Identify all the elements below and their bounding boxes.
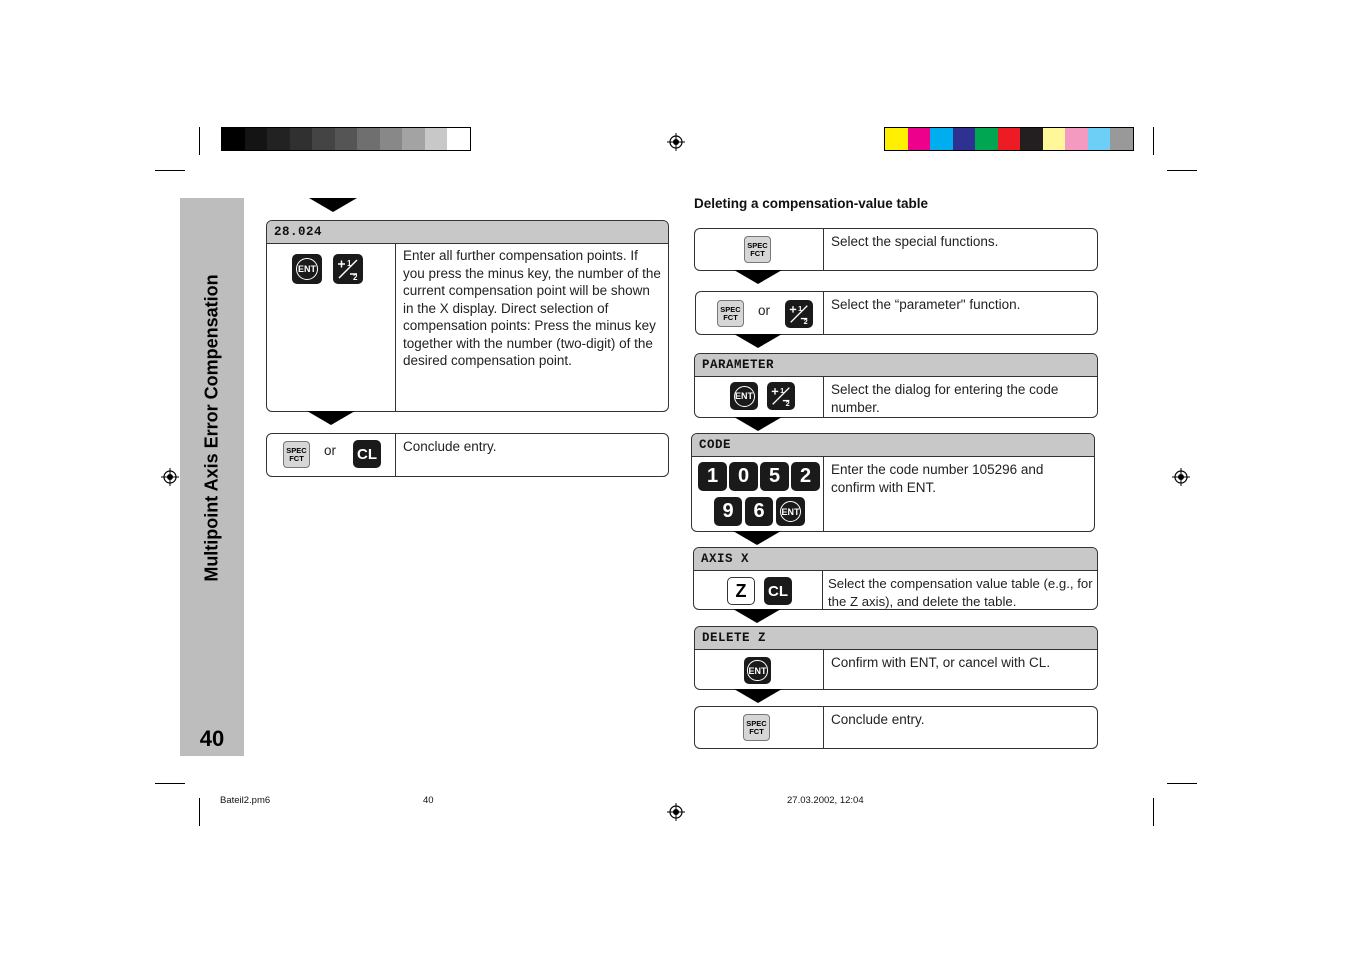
minus-key-icon[interactable] — [333, 254, 363, 284]
color-swatch-1 — [908, 128, 931, 150]
digit-key-0[interactable]: 0 — [729, 462, 758, 491]
step-box-parameter-function — [695, 291, 1098, 335]
ent-key-label: ENT — [747, 660, 767, 680]
flow-arrow — [734, 417, 782, 431]
step-description: Enter the code number 105296 and confirm with ENT. — [831, 462, 1044, 495]
step-box-further-points — [266, 220, 669, 412]
chapter-sidebar — [180, 198, 244, 756]
key-area — [695, 229, 824, 270]
crop-mark — [1153, 798, 1154, 826]
gray-swatch-7 — [380, 128, 403, 150]
key-area — [694, 571, 823, 609]
cl-key[interactable]: CL — [353, 440, 381, 468]
spec-fct-key[interactable] — [717, 300, 744, 327]
color-calibration-bar — [884, 127, 1134, 151]
digit-key-6[interactable]: 6 — [745, 497, 773, 526]
ent-key-icon[interactable] — [730, 382, 758, 410]
spec-label: SPEC — [746, 718, 767, 728]
registration-mark-icon — [667, 133, 685, 151]
key-area — [696, 292, 824, 334]
step-box-delete-z — [694, 626, 1098, 690]
registration-mark-icon — [1172, 468, 1190, 486]
chapter-title-container — [180, 198, 244, 658]
footer-page: 40 — [423, 795, 434, 806]
fct-label: FCT — [289, 453, 304, 463]
or-label: or — [758, 303, 771, 318]
crop-mark — [199, 798, 200, 826]
flow-arrow — [309, 198, 357, 212]
step-box-special-functions — [694, 228, 1098, 271]
gray-swatch-9 — [425, 128, 448, 150]
digit-key-2[interactable]: 2 — [791, 462, 820, 491]
color-swatch-9 — [1088, 128, 1111, 150]
frac-den: 2 — [803, 317, 808, 326]
gray-swatch-0 — [222, 128, 245, 150]
minus-key-icon[interactable] — [785, 300, 813, 328]
gray-swatch-4 — [312, 128, 335, 150]
key-area — [695, 377, 824, 417]
section-title: Deleting a compensation-value table — [694, 196, 929, 211]
display-header: 28.024 — [267, 221, 668, 244]
frac-den: 2 — [785, 399, 790, 408]
step-description: Confirm with ENT, or cancel with CL. — [831, 655, 1051, 670]
key-area — [267, 244, 396, 411]
spec-label: SPEC — [720, 304, 741, 314]
color-swatch-10 — [1110, 128, 1133, 150]
gray-swatch-3 — [290, 128, 313, 150]
fct-label: FCT — [750, 248, 765, 258]
display-header: CODE — [692, 434, 1094, 457]
ent-key-icon[interactable] — [744, 657, 771, 684]
frac-num: 1 — [780, 386, 785, 396]
spec-label: SPEC — [286, 445, 307, 455]
step-description: Conclude entry. — [831, 712, 925, 727]
frac-den: 2 — [353, 273, 358, 282]
crop-mark — [155, 783, 185, 784]
gray-swatch-8 — [402, 128, 425, 150]
footer-filename: Bateil2.pm6 — [220, 795, 271, 806]
plus-minus-icon — [787, 302, 811, 326]
registration-mark-icon — [667, 803, 685, 821]
footer-date: 27.03.2002, 12:04 — [787, 795, 864, 806]
spec-label: SPEC — [747, 240, 768, 250]
ent-key-label: ENT — [780, 501, 802, 523]
ent-key-icon[interactable] — [292, 254, 322, 284]
chapter-title: Multipoint Axis Error Compensation — [201, 274, 222, 582]
crop-mark — [1153, 127, 1154, 155]
key-area — [695, 707, 824, 748]
color-swatch-3 — [953, 128, 976, 150]
crop-mark — [155, 170, 185, 171]
cl-key[interactable]: CL — [764, 577, 792, 605]
color-swatch-5 — [998, 128, 1021, 150]
color-swatch-2 — [930, 128, 953, 150]
gray-swatch-6 — [357, 128, 380, 150]
or-label: or — [324, 443, 337, 458]
step-description: Select the “parameter" function. — [831, 297, 1021, 312]
key-area — [267, 434, 396, 476]
color-swatch-8 — [1065, 128, 1088, 150]
color-swatch-7 — [1043, 128, 1066, 150]
crop-mark — [1167, 170, 1197, 171]
step-box-code — [691, 433, 1095, 532]
flow-arrow — [734, 334, 782, 348]
flow-arrow — [734, 270, 782, 284]
spec-fct-key[interactable] — [283, 441, 310, 468]
frac-num: 1 — [798, 304, 803, 314]
step-box-conclude-right — [694, 706, 1098, 749]
step-box-parameter — [694, 353, 1098, 418]
page-number: 40 — [199, 726, 225, 751]
step-description: Enter all further compensation points. If you press the minus key, the number of the current compensation point will be shown in the X display. Direct selection of compensation points: Press the minus key together with the number (two-digit) of the desired compensation point. — [403, 248, 661, 368]
gray-swatch-1 — [245, 128, 268, 150]
step-box-axis-x — [693, 547, 1098, 610]
flow-arrow — [733, 531, 781, 545]
gray-swatch-2 — [267, 128, 290, 150]
flow-arrow — [734, 689, 782, 703]
gray-swatch-10 — [447, 128, 470, 150]
spec-fct-key[interactable] — [743, 714, 770, 741]
digit-key-5[interactable]: 5 — [760, 462, 789, 491]
color-swatch-0 — [885, 128, 908, 150]
step-description: Select the dialog for entering the code number. — [831, 382, 1059, 415]
display-header: AXIS X — [694, 548, 1097, 571]
flow-arrow — [733, 609, 781, 623]
z-axis-key[interactable]: Z — [727, 577, 755, 605]
flow-arrow — [307, 411, 355, 425]
digit-key-9[interactable]: 9 — [714, 497, 742, 526]
spec-fct-key[interactable] — [744, 236, 771, 263]
step-box-conclude — [266, 433, 669, 477]
step-description: Conclude entry. — [403, 439, 497, 454]
step-description: Select the compensation value table (e.g., for the Z axis), and delete the table. — [828, 576, 1093, 609]
ent-key-label: ENT — [296, 258, 319, 281]
plus-minus-icon — [335, 256, 361, 282]
crop-mark — [1167, 783, 1197, 784]
gray-swatch-5 — [335, 128, 358, 150]
minus-key-icon[interactable] — [767, 382, 795, 410]
display-header: PARAMETER — [695, 354, 1097, 377]
frac-num: 1 — [347, 259, 352, 268]
plus-minus-icon — [769, 384, 793, 408]
fct-label: FCT — [749, 726, 764, 736]
key-area — [692, 457, 824, 531]
digit-key-1[interactable]: 1 — [698, 462, 727, 491]
ent-key-icon[interactable] — [776, 497, 805, 526]
color-swatch-6 — [1020, 128, 1043, 150]
ent-key-label: ENT — [734, 386, 755, 407]
fct-label: FCT — [723, 312, 738, 322]
key-area — [695, 650, 824, 689]
step-description: Select the special functions. — [831, 234, 999, 249]
gray-calibration-bar — [221, 127, 471, 151]
crop-mark — [199, 127, 200, 155]
color-swatch-4 — [975, 128, 998, 150]
registration-mark-icon — [161, 468, 179, 486]
display-header: DELETE Z — [695, 627, 1097, 650]
